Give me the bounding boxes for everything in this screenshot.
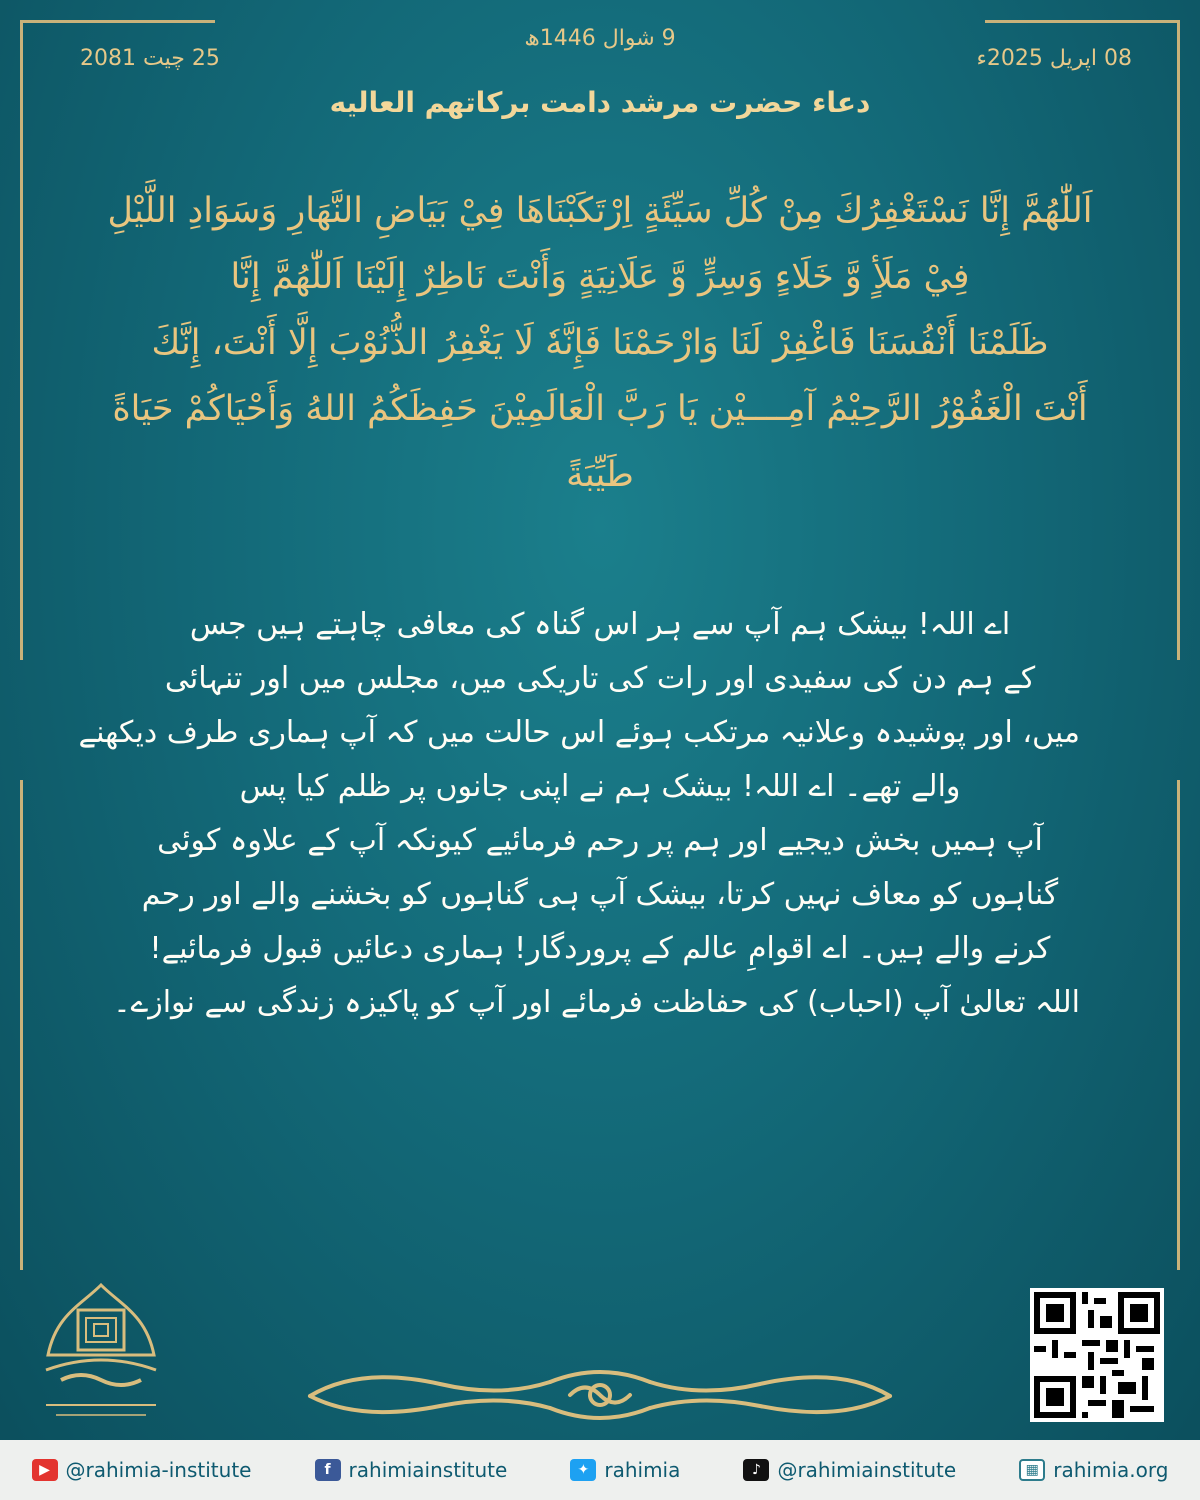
arabic-line: اَللّٰهُمَّ إِنَّا نَسْتَغْفِرُكَ مِنْ كُلِّ سَيِّئَةٍ اِرْتَكَبْنَاهَا فِيْ بَيَاضِ النَّهَارِ وَسَوَادِ اللَّيْلِ xyxy=(107,191,1093,231)
tiktok-label: @rahimiainstitute xyxy=(777,1458,957,1482)
institute-logo-icon xyxy=(36,1280,166,1430)
arabic-line: أَنْتَ الْغَفُوْرُ الرَّحِيْمُ آمِــــيْن يَا رَبَّ الْعَالَمِيْنَ حَفِظَكُمُ اللهُ وَأَحْيَاكُمْ حَيَاةً xyxy=(112,389,1088,429)
urdu-line: آپ ہمیں بخش دیجیے اور ہم پر رحم فرمائیے کیونکہ آپ کے علاوہ کوئی xyxy=(157,823,1043,858)
frame-top-right xyxy=(985,20,1180,23)
page-title: دعاء حضرت مرشد دامت برکاتهم العالیه xyxy=(329,86,871,119)
twitter-label: rahimia xyxy=(604,1458,681,1482)
youtube-label: @rahimia-institute xyxy=(65,1458,252,1482)
bikram-date: 25 چیت 2081 xyxy=(80,46,220,71)
youtube-link[interactable] xyxy=(32,1458,252,1482)
urdu-line: والے تھے۔ اے اللہ! بیشک ہم نے اپنی جانوں پر ظلم کیا پس xyxy=(239,769,961,804)
gregorian-date: 08 اپریل 2025ء xyxy=(976,46,1132,71)
arabic-line: ظَلَمْنَا أَنْفُسَنَا فَاغْفِرْ لَنَا وَارْحَمْنَا فَإِنَّهٗ لَا يَغْفِرُ الذُّنُوْبَ إِلَّا أَنْتَ، إِنَّكَ xyxy=(151,323,1049,363)
hijri-date: 9 شوال 1446ھ xyxy=(524,26,676,51)
urdu-line: اللہ تعالیٰ آپ (احباب) کی حفاظت فرمائے اور آپ کو پاکیزہ زندگی سے نوازے۔ xyxy=(113,985,1080,1020)
arabic-line: فِيْ مَلَأٍ وَّ خَلَاءٍ وَسِرٍّ وَّ عَلَانِيَةٍ وَأَنْتَ نَاظِرٌ إِلَيْنَا اَللّٰهُمَّ إِنَّا xyxy=(230,257,970,297)
arabic-dua xyxy=(90,178,1110,508)
youtube-icon: ▶ xyxy=(32,1459,58,1481)
tiktok-link[interactable] xyxy=(743,1458,956,1482)
twitter-link[interactable] xyxy=(570,1458,680,1482)
urdu-line: کرنے والے ہیں۔ اے اقوامِ عالم کے پروردگار! ہماری دعائیں قبول فرمائیے! xyxy=(149,931,1051,966)
frame-top-left xyxy=(20,20,215,23)
urdu-line: گناہوں کو معاف نہیں کرتا، بیشک آپ ہی گناہوں کو بخشنے والے اور رحم xyxy=(141,877,1059,912)
urdu-line: اے اللہ! بیشک ہم آپ سے ہر اس گناہ کی معافی چاہتے ہیں جس xyxy=(189,607,1011,642)
web-icon: ▦ xyxy=(1019,1459,1045,1481)
arabic-line: طَيِّبَةً xyxy=(566,455,634,495)
urdu-line: کے ہم دن کی سفیدی اور رات کی تاریکی میں، مجلس میں اور تنہائی xyxy=(164,661,1036,696)
facebook-link[interactable] xyxy=(315,1458,508,1482)
frame-right-bottom xyxy=(1177,780,1180,1270)
urdu-translation xyxy=(78,598,1080,1030)
qr-code-icon[interactable] xyxy=(1030,1288,1164,1422)
urdu-line: میں، اور پوشیدہ وعلانیہ مرتکب ہوئے اس حالت میں کہ آپ ہماری طرف دیکھنے xyxy=(78,715,1080,750)
website-link[interactable] xyxy=(1019,1458,1168,1482)
facebook-icon: f xyxy=(315,1459,341,1481)
facebook-label: rahimiainstitute xyxy=(348,1458,508,1482)
website-label: rahimia.org xyxy=(1053,1458,1169,1482)
footer-bar xyxy=(0,1440,1200,1500)
twitter-icon: ✦ xyxy=(570,1459,596,1481)
tiktok-icon: ♪ xyxy=(743,1459,769,1481)
frame-left-bottom xyxy=(20,780,23,1270)
decorative-ornament-icon xyxy=(300,1362,900,1426)
